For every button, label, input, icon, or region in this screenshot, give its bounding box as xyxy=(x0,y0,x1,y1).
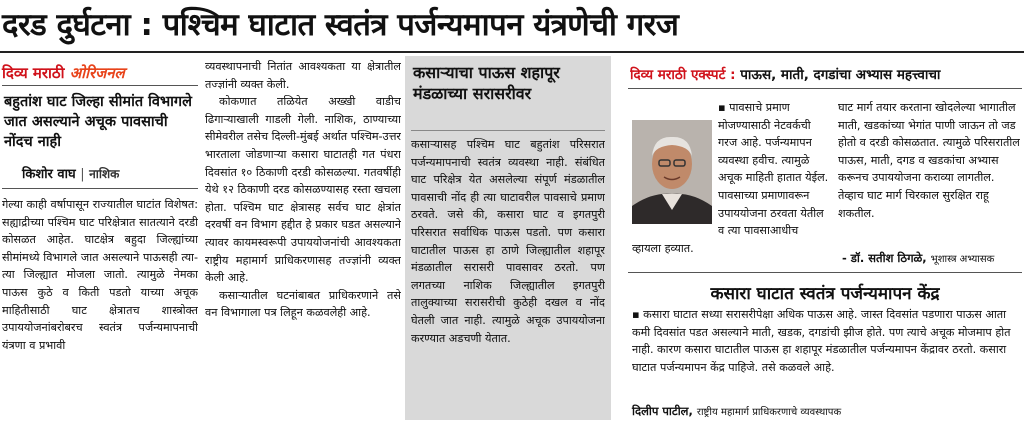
expert-rule xyxy=(628,88,1022,89)
byline-separator: | xyxy=(80,167,85,182)
kasara-signature-name: दिलीप पाटील, xyxy=(632,404,693,418)
byline-name: किशोर वाघ xyxy=(22,167,76,182)
expert-bullet-icon: ▪ xyxy=(718,101,730,114)
kasara-signature-role: राष्ट्रीय महामार्ग प्राधिकरणाचे व्यवस्थापक xyxy=(696,407,842,418)
expert-header xyxy=(630,64,1022,86)
expert-column-2 xyxy=(838,99,1022,249)
photo-float-spacer xyxy=(632,99,718,229)
brand-part1: दिव्य मराठी xyxy=(2,64,65,82)
kasara-paragraph: कसारा घाटात सध्या सरासरीपेक्षा अधिक पाऊस आहे. जास्त दिवसांत पडणारा पाऊस आता कमी दिवसांत पडत असल्याने माती, खडक, दगडांची झीज होते. पण त्याचे अचूक मोजमाप होत नाही. कारण कसारा घाटातील पाऊस हा शहापूर मंडळातील पर्जन्यमापन केंद्रावर ठरतो. कसारा घाटात पर्जन्यमापन केंद्र पाहिजे. तसे कळवले आहे. xyxy=(632,308,1011,374)
box-rule xyxy=(411,130,605,131)
headline-rule xyxy=(0,51,1024,53)
left-story-byline xyxy=(22,164,202,185)
kasara-text xyxy=(632,306,1022,402)
kasara-title: कसारा घाटात स्वतंत्र पर्जन्यमापन केंद्र xyxy=(710,284,940,304)
byline-place: नाशिक xyxy=(89,167,120,181)
expert-col1-paragraph: पावसाचे प्रमाण मोजण्यासाठी नेटवर्कची गरज आहे. पर्जन्यमापन व्यवस्था हवीच. त्यामुळे अचूक माहिती हातात येईल. पावसाच्या प्रमाणावरून उपाययोजना ठरवता येतील व त्या पावसाआधीच व्हायला हव्यात. xyxy=(632,101,829,255)
left-story-column-1 xyxy=(2,196,198,420)
main-headline: दरड दुर्घटना : पश्चिम घाटात स्वतंत्र पर्जन्यमापन यंत्रणेची गरज xyxy=(2,7,679,43)
left-story-kicker: बहुतांश घाट जिल्हा सीमांत विभागले जात असल्याने अचूक पावसाची नोंदच नाही xyxy=(4,94,192,150)
expert-topic: पाऊस, माती, दगडांचा अभ्यास महत्त्वाचा xyxy=(740,67,941,83)
byline-rule xyxy=(2,188,198,189)
expert-col2-paragraph: घाट मार्ग तयार करताना खोदलेल्या भागातील माती, खडकांच्या भेगांत पाणी जाऊन तो जड होतो व दरडी कोसळतात. त्यामुळे परिसरातील पाऊस, माती, दगड व खडकांचा अभ्यास करूनच उपाययोजना कराव्या लागतील. तेव्हाच घाट मार्ग चिरकाल सुरक्षित राहू शकतील. xyxy=(838,101,1020,220)
box-text xyxy=(411,136,605,416)
kasara-bullet-icon: ▪ xyxy=(632,308,644,321)
kasara-rain-box xyxy=(405,56,611,420)
divya-marathi-original-brand xyxy=(2,62,202,84)
box-title: कसाऱ्याचा पाऊस शहापूर मंडळाच्या सरासरीवर xyxy=(413,63,560,103)
left-story-column-2 xyxy=(205,58,401,420)
left-col2-paragraph-3: कसाऱ्यातील घटनांबाबत प्राधिकरणाने तसे वन विभागाला पत्र लिहून कळवलेही आहे. xyxy=(205,288,401,320)
brand-part2: ओरिजनल xyxy=(69,64,125,82)
expert-column-1 xyxy=(632,99,830,267)
kasara-signature xyxy=(632,403,1022,421)
brand-rule xyxy=(2,85,198,86)
left-col2-paragraph-1: व्यवस्थापनाची नितांत आवश्यकता या क्षेत्रातील तज्ज्ञांनी व्यक्त केली. xyxy=(205,60,401,91)
box-paragraph: कसाऱ्यासह पश्चिम घाट बहुतांश परिसरात पर्जन्यमापनाची स्वतंत्र व्यवस्था नाही. संबंधित घाट परिक्षेत्र येत असलेल्या संपूर्ण मंडळातील पावसाची नोंद ही त्या घाटावरील पावसाचे प्रमाण ठरवते. जसे की, कसारा घाट व इगतपुरी परिसरात सर्वाधिक पाऊस पडतो. पण कसारा घाटातील पाऊस हा ठाणे जिल्ह्यातील शहापूर मंडळातील सरासरी पावसावर ठरतो. पण लगतच्या नाशिक जिल्ह्यातील इगतपुरी तालुक्याच्या सरासरीची कुठेही दखल व नोंद घेतली जात नाही. त्यामुळे अचूक उपाययोजना करण्यात अडचणी येतात. xyxy=(411,138,605,345)
expert-brand: दिव्य मराठी एक्स्पर्ट : xyxy=(630,67,736,83)
expert-signature-role: भूशास्त्र अभ्यासक xyxy=(930,254,995,265)
kasara-rule xyxy=(628,272,1022,273)
expert-signature xyxy=(842,250,1024,268)
left-col1-paragraph: गेल्या काही वर्षापासून राज्यातील घाटांत विशेषत: सह्याद्रीच्या पश्चिम घाट परिक्षेत्रात सातत्याने दरडी कोसळत आहेत. घाटक्षेत्र बहुदा जिल्ह्यांच्या सीमांमध्ये विभागले जात असल्याने पाऊसही त्या-त्या जिल्ह्यात मोजला जातो. त्यामुळे नेमका पाऊस कुठे व किती पडतो याच्या अचूक माहितीसाठी घाट क्षेत्रातच शास्त्रोक्त उपाययोजनांबरोबरच स्वतंत्र पर्जन्यमापनाची यंत्रणा व प्रभावी xyxy=(2,198,198,352)
expert-signature-name: - डॉ. सतीश ठिगळे, xyxy=(842,251,927,265)
left-col2-paragraph-2: कोकणात तळियेत अख्खी वाडीच ढिगाऱ्याखाली गाडली गेली. नाशिक, ठाण्याच्या सीमेवरील तसेच दिल्ली-मुंबई अर्थात पश्चिम-उत्तर भारताला जोडणाऱ्या कसारा घाटातही गत पंधरा दिवसांत १० ठिकाणी दरडी कोसळल्या. गतवर्षीही येथे १२ ठिकाणी दरड कोसळण्यासह रस्ता खचला होता. पश्चिम घाट क्षेत्रासह सर्वच घाट क्षेत्रांत दरवर्षी वन विभाग हद्दीत हे प्रकार घडत असल्याने त्यावर कायमस्वरूपी उपाययोजनांची आवश्यकता राष्ट्रीय महामार्ग प्राधिकरणासह तज्ज्ञांनी व्यक्त केली आहे. xyxy=(205,95,401,285)
